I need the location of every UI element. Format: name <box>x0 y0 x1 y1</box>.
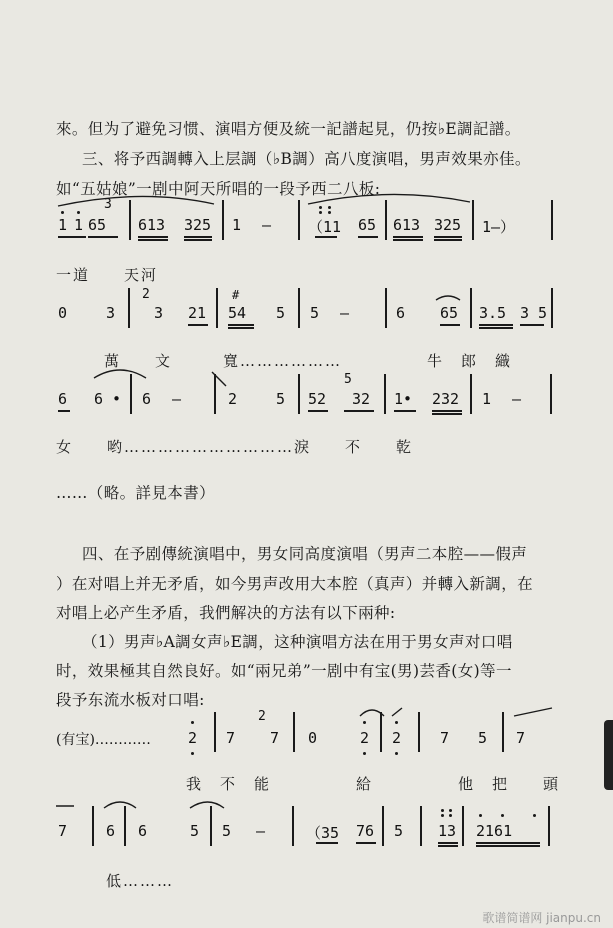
barline <box>130 374 132 414</box>
note: 2 <box>360 729 370 747</box>
text-line: ）在对唱上并无矛盾，如今男声改用大本腔（真声）并轉入新調，在 <box>56 575 534 593</box>
barline <box>385 200 387 240</box>
barline <box>472 200 474 240</box>
note: 3 5 <box>520 304 548 322</box>
note: 65 <box>88 216 107 234</box>
note: — <box>512 390 522 408</box>
note: 5 <box>394 822 404 840</box>
note: — <box>256 822 266 840</box>
note: — <box>262 216 272 234</box>
note: 3 <box>104 197 112 212</box>
text-line: ……（略。詳見本書） <box>56 484 216 502</box>
barline <box>380 712 382 752</box>
note: 13 <box>438 822 457 840</box>
barline <box>214 712 216 752</box>
barline <box>124 806 126 846</box>
note: 2 <box>228 390 238 408</box>
text-line: 如“五姑娘”一剧中阿天所唱的一段予西二八板: <box>56 180 381 198</box>
barline <box>298 200 300 240</box>
note: 2 <box>142 287 150 302</box>
note: 1 <box>58 216 68 234</box>
note: 1—） <box>482 218 516 236</box>
note: 613 <box>393 216 421 234</box>
note: — <box>340 304 350 322</box>
note: 3 <box>106 304 116 322</box>
scan-artifact <box>604 720 613 790</box>
note: 6 • <box>94 390 122 408</box>
note: 6 <box>106 822 116 840</box>
note: 5 <box>310 304 320 322</box>
note: 325 <box>184 216 212 234</box>
barline <box>502 712 504 752</box>
text-line: 三、将予西調轉入上层調（♭B調）高八度演唱，男声效果亦佳。 <box>82 150 531 168</box>
note: 5 <box>222 822 232 840</box>
note: 232 <box>432 390 460 408</box>
note: 32 <box>352 390 371 408</box>
note: 76 <box>356 822 375 840</box>
note: 613 <box>138 216 166 234</box>
note: 7 <box>516 729 526 747</box>
note: — <box>172 390 182 408</box>
barline <box>470 288 472 328</box>
lyrics: 女 哟…………………………淚 不 乾 <box>56 438 414 456</box>
text-line: 來。但为了避免习惯、演唱方便及統一記譜起見，仍按♭E調記譜。 <box>56 120 521 138</box>
barline <box>214 374 216 414</box>
watermark-text: 歌谱简谱网 jianpu.cn <box>482 911 601 925</box>
lyrics: 我 不 能 給 他 把 頭 <box>186 775 561 793</box>
lyrics: 低……… <box>106 872 175 890</box>
note: 21 <box>188 304 207 322</box>
note: 7 <box>58 822 68 840</box>
note: 5 <box>276 304 286 322</box>
note: （11 <box>308 218 342 236</box>
barline <box>292 806 294 846</box>
barline <box>222 200 224 240</box>
note: 54 <box>228 304 247 322</box>
note: 1• <box>394 390 413 408</box>
note: 0 <box>58 304 68 322</box>
note: 3 <box>154 304 164 322</box>
lyrics: 萬 文 寬……………… 牛 郎 織 <box>104 352 513 370</box>
lyrics: 一道 天河 <box>56 266 159 284</box>
note: 52 <box>308 390 327 408</box>
note: 1 <box>232 216 242 234</box>
barline <box>293 712 295 752</box>
note: 5 <box>190 822 200 840</box>
note: 5 <box>276 390 286 408</box>
barline <box>550 374 552 414</box>
text-line: 对唱上必产生矛盾，我們解决的方法有以下兩种: <box>56 604 396 622</box>
note: 6 <box>142 390 152 408</box>
note: 0 <box>308 729 318 747</box>
note: 2 <box>188 729 198 747</box>
barline <box>382 806 384 846</box>
note: 6 <box>138 822 148 840</box>
barline <box>551 288 553 328</box>
barline <box>551 200 553 240</box>
text-line: （1）男声♭A調女声♭E調，这种演唱方法在用于男女声对口唱 <box>82 633 513 651</box>
barline <box>385 288 387 328</box>
note: （35 <box>306 824 340 842</box>
text-line: 时，效果極其自然良好。如“兩兄弟”一剧中有宝(男)芸香(女)等一 <box>56 662 512 680</box>
barline <box>128 288 130 328</box>
note: 2161 <box>476 822 513 840</box>
text-line: 四、在予剧傳統演唱中，男女同高度演唱（男声二本腔——假声 <box>82 545 528 563</box>
barline <box>210 806 212 846</box>
barline <box>384 374 386 414</box>
barline <box>548 806 550 846</box>
note: 6 <box>58 390 68 408</box>
note: 1 <box>482 390 492 408</box>
barline <box>470 374 472 414</box>
note: 7 <box>270 729 280 747</box>
note: 5 <box>344 372 352 387</box>
barline <box>420 806 422 846</box>
note: 325 <box>434 216 462 234</box>
barline <box>418 712 420 752</box>
note: 5 <box>478 729 488 747</box>
note: # <box>232 288 240 302</box>
note: 7 <box>440 729 450 747</box>
note: 1 <box>74 216 84 234</box>
barline <box>298 288 300 328</box>
note: 6 <box>396 304 406 322</box>
note: 2 <box>258 709 266 724</box>
text-line: 段予东流水板对口唱: <box>56 691 205 709</box>
barline <box>298 374 300 414</box>
note: 65 <box>440 304 459 322</box>
note: 3.5 <box>479 304 507 322</box>
barline <box>462 806 464 846</box>
note: 2 <box>392 729 402 747</box>
barline <box>92 806 94 846</box>
note: 7 <box>226 729 236 747</box>
note: 65 <box>358 216 377 234</box>
barline <box>129 200 131 240</box>
barline <box>216 288 218 328</box>
role-label: (有宝)………… <box>56 732 151 748</box>
